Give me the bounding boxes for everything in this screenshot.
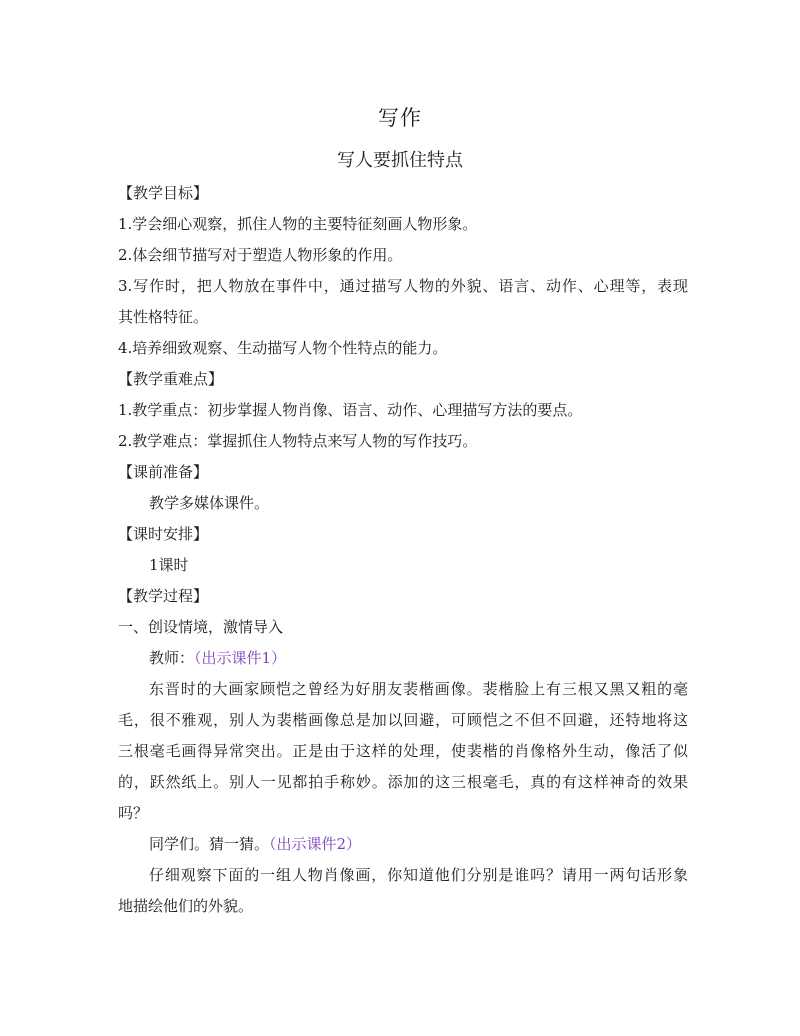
story-line: 三根毫毛画得异常突出。正是由于这样的处理，使裴楷的肖像格外生动，像活了似 xyxy=(118,742,688,760)
step-heading: 一、创设情境，激情导入 xyxy=(118,618,284,636)
key-heading: 【教学重难点】 xyxy=(118,370,224,388)
teacher-line xyxy=(149,648,719,668)
students-label: 同学们。猜一猜。 xyxy=(149,835,270,853)
process-heading: 【教学过程】 xyxy=(118,587,209,605)
page-title: 写作 xyxy=(378,106,422,130)
goal-line: 其性格特征。 xyxy=(118,308,209,326)
story-line: 东晋时的大画家顾恺之曾经为好朋友裴楷画像。裴楷脸上有三根又黑又粗的毫 xyxy=(149,680,688,698)
prep-heading: 【课前准备】 xyxy=(118,463,209,481)
teacher-label: 教师： xyxy=(149,649,195,667)
key-point-line: 1.教学重点：初步掌握人物肖像、语言、动作、心理描写方法的要点。 xyxy=(118,401,583,419)
courseware-note: （出示课件1） xyxy=(194,649,287,667)
goal-line: 2.体会细节描写对于塑造人物形象的作用。 xyxy=(118,246,403,264)
prep-text: 教学多媒体课件。 xyxy=(149,494,270,512)
task-line: 仔细观察下面的一组人物肖像画，你知道他们分别是谁吗？请用一两句话形象 xyxy=(149,866,688,884)
story-line: 毛，很不雅观，别人为裴楷画像总是加以回避，可顾恺之不但不回避，还特地将这 xyxy=(118,711,688,729)
story-line: 的，跃然纸上。别人一见都拍手称妙。添加的这三根毫毛，真的有这样神奇的效果 xyxy=(118,773,688,791)
schedule-text: 1课时 xyxy=(149,556,189,574)
goals-heading: 【教学目标】 xyxy=(118,184,209,202)
goal-line: 4.培养细致观察、生动描写人物个性特点的能力。 xyxy=(118,339,448,357)
students-line xyxy=(149,834,719,854)
schedule-heading: 【课时安排】 xyxy=(118,525,209,543)
key-point-line: 2.教学难点：掌握抓住人物特点来写人物的写作技巧。 xyxy=(118,432,478,450)
task-line: 地描绘他们的外貌。 xyxy=(118,897,254,915)
page-subtitle: 写人要抓住特点 xyxy=(337,150,463,171)
goal-line: 3.写作时，把人物放在事件中，通过描写人物的外貌、语言、动作、心理等，表现 xyxy=(118,277,688,295)
courseware-note: （出示课件2） xyxy=(269,835,362,853)
story-line: 吗？ xyxy=(118,804,149,822)
goal-line: 1.学会细心观察，抓住人物的主要特征刻画人物形象。 xyxy=(118,215,478,233)
